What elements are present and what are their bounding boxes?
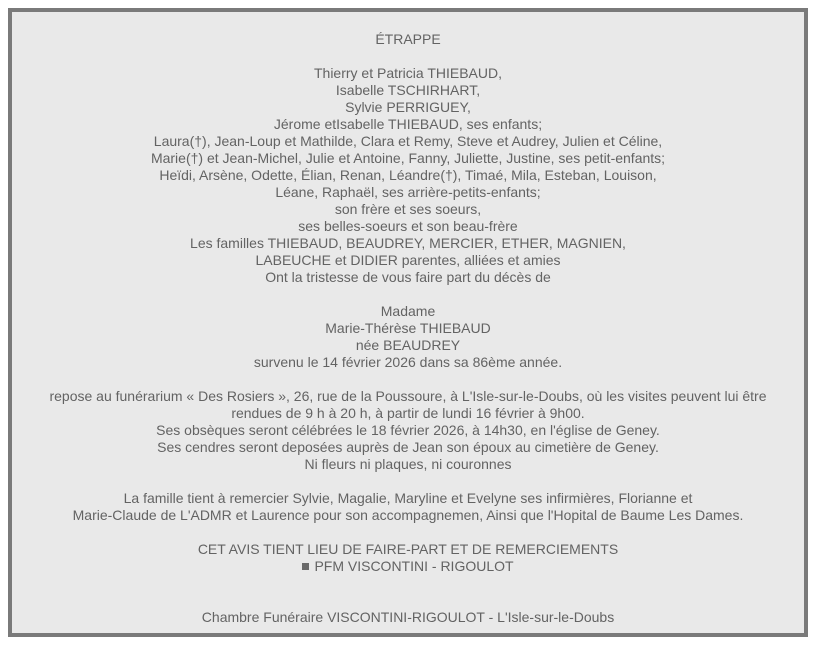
thanks-line: La famille tient à remercier Sylvie, Magalie, Maryline et Evelyne ses infirmières, Florianne et — [123, 490, 693, 506]
deceased-date: survenu le 14 février 2026 dans sa 86ème année. — [253, 354, 563, 370]
family-list — [12, 65, 804, 286]
deceased-title: Madame — [380, 303, 436, 319]
family-line: son frère et ses soeurs, — [334, 201, 482, 217]
obituary-text — [12, 31, 804, 626]
deceased-block — [12, 303, 804, 371]
deceased-maiden-name: née BEAUDREY — [355, 337, 461, 353]
family-line: Sylvie PERRIGUEY, — [345, 99, 471, 115]
arrangements-line: repose au funérarium « Des Rosiers », 26, rue de la Poussoure, à L'Isle-sur-le-Doubs, où les visites peuvent lui être — [49, 388, 767, 404]
obituary-frame — [8, 8, 808, 637]
family-line: Marie(†) et Jean-Michel, Julie et Antoine, Fanny, Juliette, Justine, ses petit-enfants; — [150, 150, 666, 166]
funeral-home-name: PFM VISCONTINI - RIGOULOT — [314, 558, 514, 574]
arrangements-block — [12, 388, 804, 473]
thanks-line: Marie-Claude de L'ADMR et Laurence pour son accompagnemen, Ainsi que l'Hopital de Baume Les Dames. — [72, 507, 744, 523]
footer-line: Chambre Funéraire VISCONTINI-RIGOULOT - L'Isle-sur-le-Doubs — [201, 609, 615, 625]
obituary-title: ÉTRAPPE — [375, 31, 441, 47]
square-bullet-icon — [302, 563, 309, 570]
family-line: Jérome etIsabelle THIEBAUD, ses enfants; — [273, 116, 543, 132]
family-line: Heïdi, Arsène, Odette, Élian, Renan, Léandre(†), Timaé, Mila, Esteban, Louison, — [159, 167, 657, 183]
family-line: Isabelle TSCHIRHART, — [335, 82, 481, 98]
family-line: Les familles THIEBAUD, BEAUDREY, MERCIER, ETHER, MAGNIEN, — [190, 235, 626, 251]
family-line: Ont la tristesse de vous faire part du décès de — [265, 269, 551, 285]
arrangements-line: Ni fleurs ni plaques, ni couronnes — [304, 456, 512, 472]
family-line: Thierry et Patricia THIEBAUD, — [313, 65, 502, 81]
notice-line: CET AVIS TIENT LIEU DE FAIRE-PART ET DE REMERCIEMENTS — [197, 541, 619, 557]
family-line: Léane, Raphaël, ses arrière-petits-enfants; — [275, 184, 541, 200]
arrangements-line: Ses cendres seront deposées auprès de Jean son époux au cimetière de Geney. — [157, 439, 659, 455]
family-line: Laura(†), Jean-Loup et Mathilde, Clara et Remy, Steve et Audrey, Julien et Céline, — [153, 133, 663, 149]
family-line: ses belles-soeurs et son beau-frère — [298, 218, 518, 234]
arrangements-line: rendues de 9 h à 20 h, à partir de lundi 16 février à 9h00. — [231, 405, 585, 421]
family-line: LABEUCHE et DIDIER parentes, alliées et amies — [255, 252, 561, 268]
deceased-name: Marie-Thérèse THIEBAUD — [325, 320, 491, 336]
funeral-home-line — [12, 558, 804, 575]
arrangements-line: Ses obsèques seront célébrées le 18 février 2026, à 14h30, en l'église de Geney. — [156, 422, 660, 438]
thanks-block — [12, 490, 804, 524]
